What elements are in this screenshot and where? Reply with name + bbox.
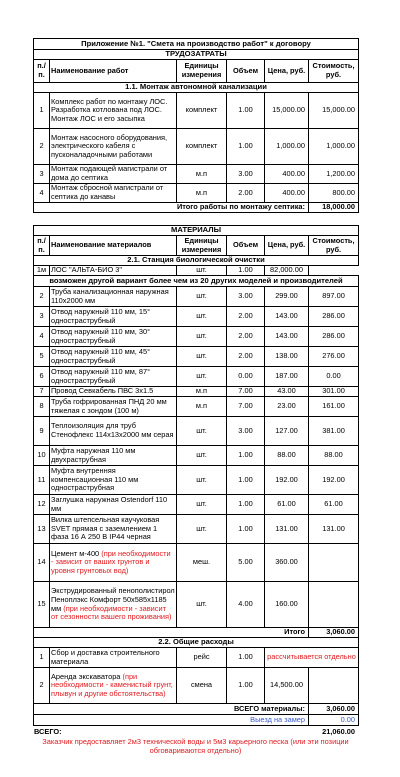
row-name: Отвод наружный 110 мм, 87° одностраструбный [50,367,177,387]
row-num: 2 [34,668,50,704]
row-num: 8 [34,397,50,417]
table-row [34,93,359,129]
row-price: 23.00 [265,397,309,417]
row-cost: 286.00 [309,307,359,327]
row-price: 61.00 [265,495,309,515]
materials-section-title: МАТЕРИАЛЫ [34,226,359,236]
row-qty: 0.00 [227,367,265,387]
row-cost: 192.00 [309,466,359,495]
row-price: 131.00 [265,515,309,544]
row-unit: шт. [177,367,227,387]
table-row [34,327,359,347]
row-qty: 3.00 [227,417,265,446]
row-price: 160.00 [265,582,309,628]
table-row [34,668,359,704]
col-cost: Стоимость, руб. [309,236,359,256]
row-qty: 3.00 [227,287,265,307]
row-note: (при необходимости - зависит от сезонности вашего проживания) [51,603,172,622]
row-cost-note: рассчитывается отдельно [265,648,359,668]
row-qty: 4.00 [227,582,265,628]
row-cost: 381.00 [309,417,359,446]
col-price: Цена, руб. [265,236,309,256]
row-num: 3 [34,307,50,327]
row-price: 192.00 [265,466,309,495]
row-unit: комплект [177,93,227,129]
row-price: 143.00 [265,327,309,347]
row-num: 11 [34,466,50,495]
row-name: Муфта наружная 110 мм двухраструбная [50,446,177,466]
row-cost [309,668,359,704]
materials-grand-total-value: 3,060.00 [309,704,359,715]
col-cost: Стоимость, руб. [309,60,359,83]
table-row [34,648,359,668]
table-row [34,165,359,184]
grand-total-value: 21,060.00 [322,727,356,736]
row-num: 9 [34,417,50,446]
col-work-name: Наименование работ [50,60,177,83]
materials-total-label: Итого [34,628,309,638]
labor-section-title: ТРУДОЗАТРАТЫ [34,50,359,60]
table-row [34,347,359,367]
labor-total-value: 18,000.00 [309,203,359,213]
row-qty: 2.00 [227,347,265,367]
row-price: 187.00 [265,367,309,387]
row-cost: 1,000.00 [309,129,359,165]
table-row [34,307,359,327]
row-num: 2 [34,287,50,307]
row-unit: шт. [177,495,227,515]
table-row [34,446,359,466]
row-qty: 1.00 [227,446,265,466]
col-num: п./п. [34,236,50,256]
table-row [34,266,359,276]
labor-total-label: Итого работы по монтажу септика: [34,203,309,213]
row-num: 1м [34,266,50,276]
row-name: Комплекс работ по монтажу ЛОС. Разработка котлована под ЛОС. Монтаж ЛОС и его засыпка [50,93,177,129]
row-qty: 1.00 [227,266,265,276]
row-price: 14,500.00 [265,668,309,704]
row-unit: шт. [177,582,227,628]
row-name-text: Цемент м-400 [51,548,100,558]
row-price: 127.00 [265,417,309,446]
table-row [34,582,359,628]
row-num: 1 [34,648,50,668]
row-unit: шт. [177,266,227,276]
row-name: Отвод наружный 110 мм, 45° одностраструбный [50,347,177,367]
row-name: Труба гофрированная ПНД 20 мм тяжелая с зондом (100 м) [50,397,177,417]
row-qty: 1.00 [227,466,265,495]
materials-table [33,225,359,726]
row-num: 1 [34,93,50,129]
row-price: 88.00 [265,446,309,466]
row-num: 6 [34,367,50,387]
row-name: Теплоизоляция для труб Стенофлекс 114х13х2000 мм серая [50,417,177,446]
labor-table [33,38,359,213]
row-price: 138.00 [265,347,309,367]
row-name: ЛОС "АЛЬТА-БИО 3" [50,266,177,276]
row-name [50,582,177,628]
row-cost: 276.00 [309,347,359,367]
footer-table [33,727,358,737]
row-cost: 800.00 [309,184,359,203]
general-subsection-title: 2.2. Общие расходы [34,638,359,648]
row-note: (при необходимости - каменистый грунт, плывун и другие обстоятельства) [51,671,173,698]
row-unit: шт. [177,446,227,466]
row-price: 299.00 [265,287,309,307]
row-name: Муфта внутренняя компенсационная 110 мм одностраструбная [50,466,177,495]
row-num: 4 [34,184,50,203]
row-cost: 15,000.00 [309,93,359,129]
col-unit: Единицы измерения [177,60,227,83]
table-row [34,184,359,203]
row-cost: 61.00 [309,495,359,515]
row-unit: шт. [177,307,227,327]
row-unit: рейс [177,648,227,668]
row-cost: 897.00 [309,287,359,307]
row-num: 14 [34,544,50,582]
row-name: Монтаж сбросной магистрали от септика до канавы [50,184,177,203]
variant-note: возможен другой вариант более чем из 20 других моделей и производителей [34,276,359,287]
row-qty: 1.00 [227,129,265,165]
row-unit: м.п [177,165,227,184]
row-name: Сбор и доставка строительного материала [50,648,177,668]
row-unit: шт. [177,466,227,495]
row-name: Отвод наружный 110 мм, 15° одностраструбный [50,307,177,327]
row-qty: 1.00 [227,668,265,704]
row-price: 400.00 [265,184,309,203]
row-num: 5 [34,347,50,367]
row-cost: 301.00 [309,387,359,397]
row-name: Труба канализационная наружная 110х2000 мм [50,287,177,307]
col-num: п./п. [34,60,50,83]
row-qty: 7.00 [227,387,265,397]
spacer [33,213,358,225]
row-name [50,544,177,582]
materials-total-value: 3,060.00 [309,628,359,638]
row-note: (при необходимости - зависит от ваших грунтов и уровня грунтовых вод) [51,548,171,575]
row-qty: 1.00 [227,515,265,544]
row-price: 15,000.00 [265,93,309,129]
row-price: 43.00 [265,387,309,397]
row-unit: меш. [177,544,227,582]
row-qty: 2.00 [227,184,265,203]
row-name: Заглушка наружная Ostendorf 110 мм [50,495,177,515]
row-unit: комплект [177,129,227,165]
row-num: 10 [34,446,50,466]
survey-value: 0.00 [309,715,359,726]
row-qty: 5.00 [227,544,265,582]
row-unit: м.п [177,387,227,397]
row-name: Отвод наружный 110 мм, 30° одностраструбный [50,327,177,347]
table-row [34,417,359,446]
row-name-text: Экструдированный пенополистирол Пеноплэкс Комфорт 50х585х1185 мм [51,586,175,613]
row-cost: 131.00 [309,515,359,544]
table-row [34,397,359,417]
row-price: 360.00 [265,544,309,582]
labor-subsection-title: 1.1. Монтаж автономной канализации [34,83,359,93]
row-qty: 7.00 [227,397,265,417]
col-material-name: Наименование материалов [50,236,177,256]
materials-grand-total-label: ВСЕГО материалы: [34,704,309,715]
row-cost: 1,200.00 [309,165,359,184]
row-cost [309,266,359,276]
row-cost: 0.00 [309,367,359,387]
row-num: 15 [34,582,50,628]
table-row [34,129,359,165]
row-price: 400.00 [265,165,309,184]
row-cost [309,582,359,628]
row-unit: шт. [177,417,227,446]
row-unit: шт. [177,347,227,367]
table-row [34,495,359,515]
row-qty: 1.00 [227,495,265,515]
grand-total-label: ВСЕГО: [34,727,62,736]
customer-note: Заказчик предоставляет 2м3 технической воды и 5м3 карьерного песка (или эти позиции обговариваются отдельно) [42,737,349,755]
table-row [34,387,359,397]
row-price: 1,000.00 [265,129,309,165]
row-unit: м.п [177,397,227,417]
table-row [34,515,359,544]
row-num: 2 [34,129,50,165]
row-name [50,668,177,704]
row-qty: 2.00 [227,327,265,347]
col-price: Цена, руб. [265,60,309,83]
estimate-document [33,38,358,755]
row-unit: шт. [177,515,227,544]
row-unit: шт. [177,327,227,347]
row-name: Монтаж насосного оборудования, электрического кабеля с пусконаладочными работами [50,129,177,165]
row-num: 13 [34,515,50,544]
col-unit: Единицы измерения [177,236,227,256]
col-qty: Объем [227,236,265,256]
table-row [34,287,359,307]
row-name: Провод Севкабель ПВС 3х1.5 [50,387,177,397]
col-qty: Объем [227,60,265,83]
row-unit: смена [177,668,227,704]
survey-label: Выезд на замер [34,715,309,726]
row-qty: 1.00 [227,648,265,668]
row-qty: 1.00 [227,93,265,129]
row-cost: 286.00 [309,327,359,347]
row-unit: м.п [177,184,227,203]
row-num: 12 [34,495,50,515]
row-num: 7 [34,387,50,397]
row-qty: 2.00 [227,307,265,327]
row-num: 3 [34,165,50,184]
station-subsection-title: 2.1. Станция биологической очистки [34,256,359,266]
row-unit: шт. [177,287,227,307]
row-price: 143.00 [265,307,309,327]
row-name-text: Аренда экскаватора [51,671,121,681]
row-cost [309,544,359,582]
row-num: 4 [34,327,50,347]
table-row [34,367,359,387]
document-title: Приложение №1. "Смета на производство работ" к договору [34,39,359,50]
table-row [34,466,359,495]
row-cost: 88.00 [309,446,359,466]
row-cost: 161.00 [309,397,359,417]
row-price: 82,000.00 [265,266,309,276]
table-row [34,544,359,582]
row-qty: 3.00 [227,165,265,184]
row-name: Монтаж подающей магистрали от дома до септика [50,165,177,184]
row-name: Вилка штепсельная каучуковая SVET прямая с заземлением 1 фаза 16 А 250 В IP44 черная [50,515,177,544]
